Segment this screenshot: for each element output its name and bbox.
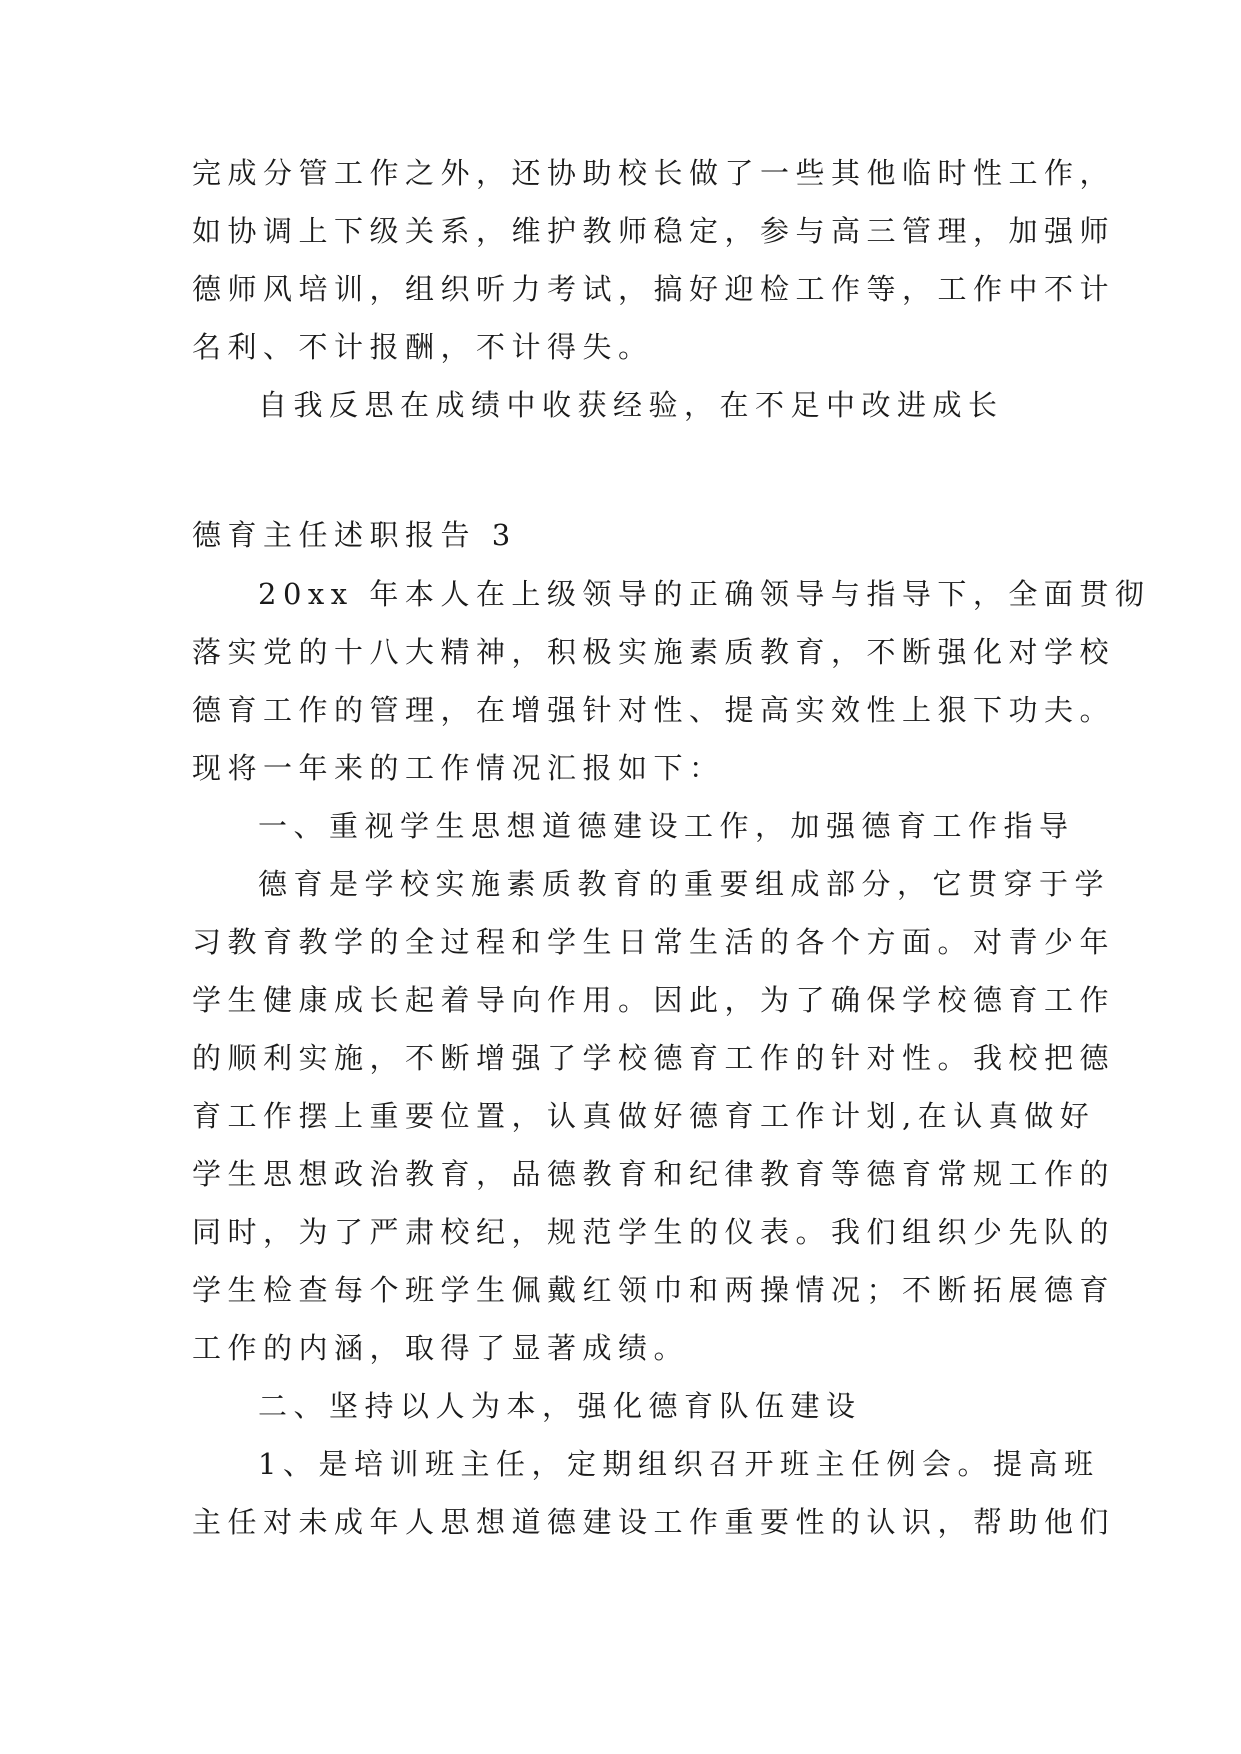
report-title: 德育主任述职报告 3 — [192, 518, 517, 552]
intro-line: 20xx 年本人在上级领导的正确领导与指导下，全面贯彻 — [258, 577, 1151, 611]
section-heading-1: 一、重视学生思想道德建设工作，加强德育工作指导 — [258, 809, 1075, 843]
para1-line: 工作的内涵，取得了显著成绩。 — [192, 1331, 690, 1365]
para2-line: 主任对未成年人思想道德建设工作重要性的认识，帮助他们 — [192, 1505, 1116, 1539]
para1-line: 的顺利实施，不断增强了学校德育工作的针对性。我校把德 — [192, 1041, 1116, 1075]
body-line: 完成分管工作之外，还协助校长做了一些其他临时性工作， — [192, 156, 1116, 190]
para1-line: 同时，为了严肃校纪，规范学生的仪表。我们组织少先队的 — [192, 1215, 1116, 1249]
section-heading-2: 二、坚持以人为本，强化德育队伍建设 — [258, 1389, 862, 1423]
para1-line: 习教育教学的全过程和学生日常生活的各个方面。对青少年 — [192, 925, 1116, 959]
para1-line: 学生思想政治教育，品德教育和纪律教育等德育常规工作的 — [192, 1157, 1116, 1191]
intro-line: 德育工作的管理，在增强针对性、提高实效性上狠下功夫。 — [192, 693, 1116, 727]
para1-line: 育工作摆上重要位置，认真做好德育工作计划,在认真做好 — [192, 1099, 1096, 1133]
para1-line: 学生健康成长起着导向作用。因此，为了确保学校德育工作 — [192, 983, 1116, 1017]
body-line: 德师风培训，组织听力考试，搞好迎检工作等，工作中不计 — [192, 272, 1116, 306]
body-line: 如协调上下级关系，维护教师稳定，参与高三管理，加强师 — [192, 214, 1116, 248]
closing-line: 自我反思在成绩中收获经验，在不足中改进成长 — [258, 388, 1004, 422]
body-line: 名利、不计报酬，不计得失。 — [192, 330, 654, 364]
para1-line: 德育是学校实施素质教育的重要组成部分，它贯穿于学 — [258, 867, 1111, 901]
para1-line: 学生检查每个班学生佩戴红领巾和两操情况；不断拓展德育 — [192, 1273, 1116, 1307]
intro-line: 落实党的十八大精神，积极实施素质教育，不断强化对学校 — [192, 635, 1116, 669]
intro-line: 现将一年来的工作情况汇报如下： — [192, 751, 725, 785]
para2-line: 1、是培训班主任，定期组织召开班主任例会。提高班 — [258, 1447, 1100, 1481]
